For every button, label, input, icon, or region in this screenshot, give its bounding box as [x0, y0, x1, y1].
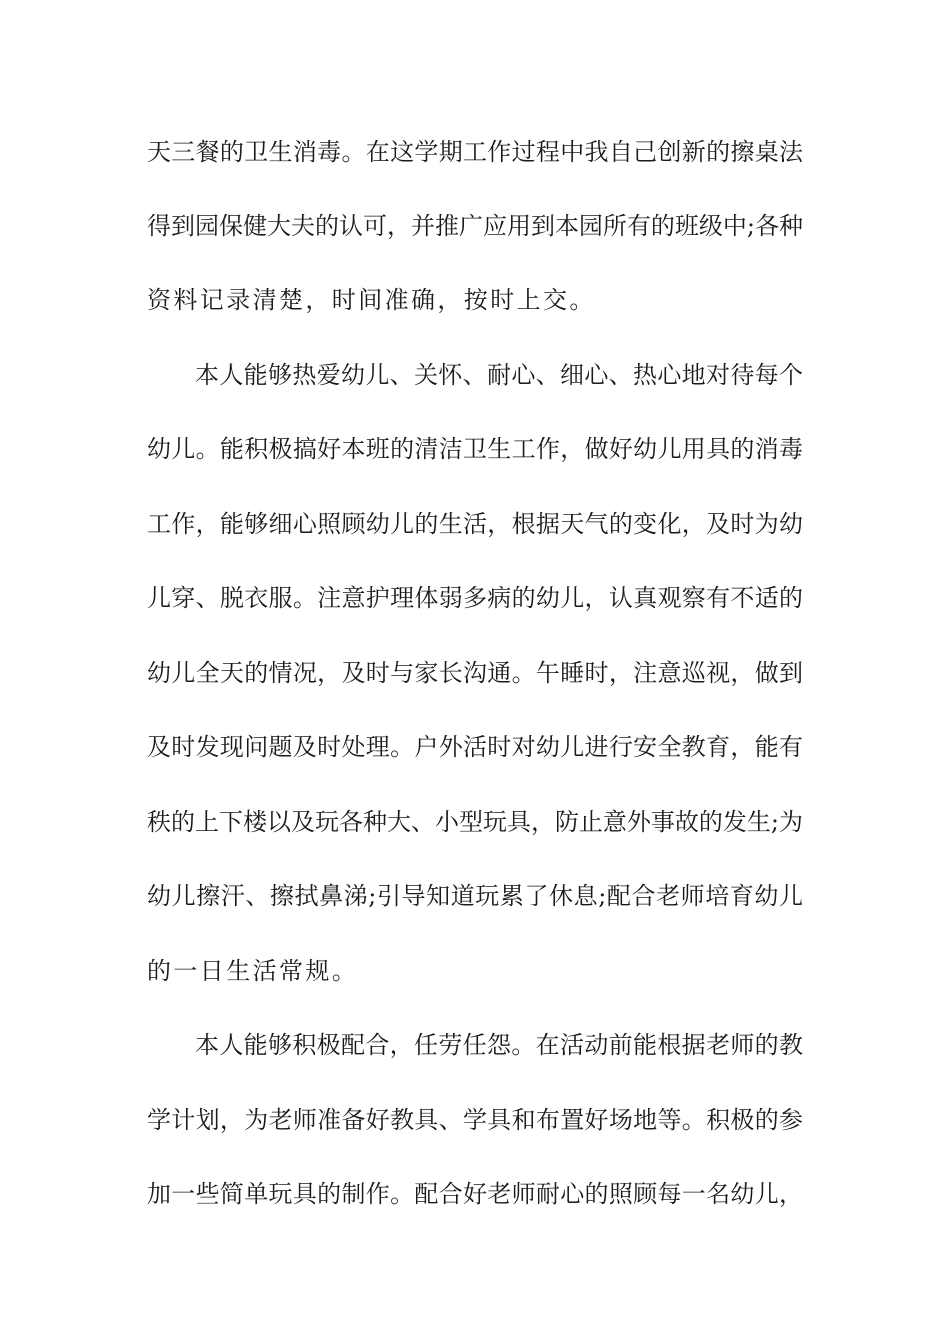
text-line-content: 天三餐的卫生消毒。在这学期工作过程中我自己创新的擦桌法: [147, 138, 804, 166]
text-line: [0, 429, 950, 469]
text-line: [0, 727, 950, 767]
text-line-content: 学计划，为老师准备好教具、学具和布置好场地等。积极的参: [147, 1106, 804, 1134]
text-line: [0, 876, 950, 916]
text-line-content: 工作，能够细心照顾幼儿的生活，根据天气的变化，及时为幼: [147, 510, 804, 538]
text-line-content: 的一日生活常规。: [147, 957, 359, 985]
paragraph-first-line: [0, 1025, 950, 1065]
text-line-content: 儿穿、脱衣服。注意护理体弱多病的幼儿，认真观察有不适的: [147, 584, 804, 612]
text-line-content: 本人能够热爱幼儿、关怀、耐心、细心、热心地对待每个: [195, 361, 804, 389]
text-line-content: 幼儿全天的情况，及时与家长沟通。午睡时，注意巡视，做到: [147, 659, 804, 687]
text-line: [0, 132, 950, 172]
text-line-content: 幼儿。能积极搞好本班的清洁卫生工作，做好幼儿用具的消毒: [147, 435, 804, 463]
text-line-content: 秩的上下楼以及玩各种大、小型玩具，防止意外事故的发生;为: [147, 808, 803, 836]
text-line: [0, 1174, 950, 1214]
text-line: [0, 951, 950, 991]
text-line: [0, 504, 950, 544]
text-line-content: 加一些简单玩具的制作。配合好老师耐心的照顾每一名幼儿，: [147, 1180, 804, 1208]
text-line-content: 本人能够积极配合，任劳任怨。在活动前能根据老师的教: [195, 1031, 804, 1059]
text-line-content: 及时发现问题及时处理。户外活时对幼儿进行安全教育，能有: [147, 733, 804, 761]
text-line: [0, 206, 950, 246]
text-line-content: 幼儿擦汗、擦拭鼻涕;引导知道玩累了休息;配合老师培育幼儿: [147, 882, 804, 910]
text-line-content: 资料记录清楚，时间准确，按时上交。: [147, 286, 596, 314]
text-line: [0, 1100, 950, 1140]
text-line: [0, 280, 950, 320]
text-line: [0, 578, 950, 618]
text-line-content: 得到园保健大夫的认可，并推广应用到本园所有的班级中;各种: [147, 212, 803, 240]
text-line: [0, 802, 950, 842]
text-line: [0, 653, 950, 693]
paragraph-first-line: [0, 355, 950, 395]
